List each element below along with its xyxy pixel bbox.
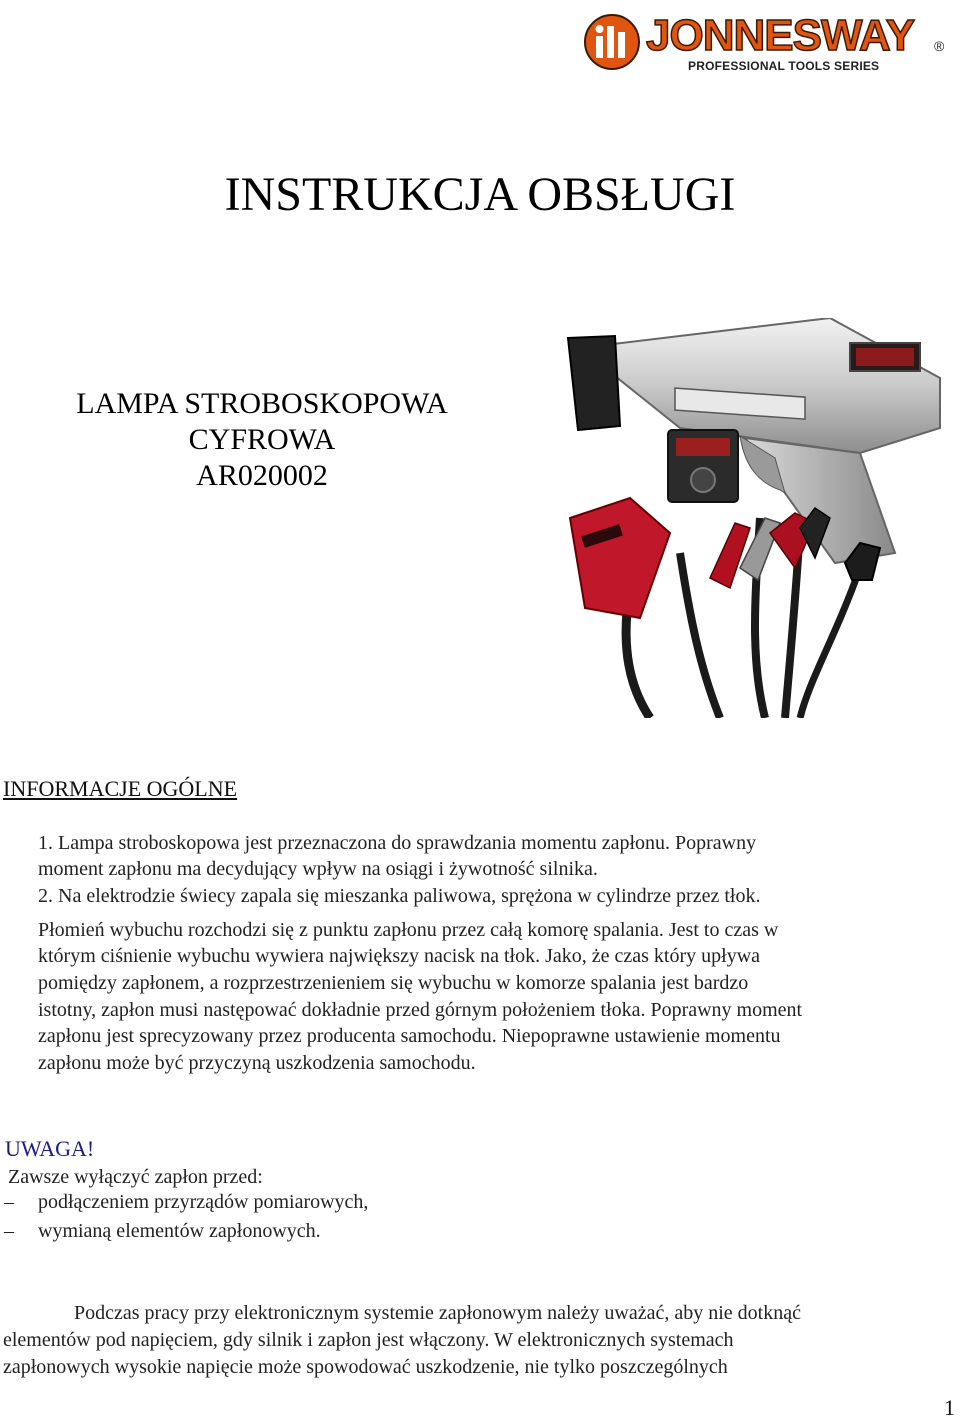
warning-intro: Zawsze wyłączyć zapłon przed: bbox=[8, 1166, 263, 1188]
warning-dash: – bbox=[4, 1220, 14, 1242]
brand-tagline: PROFESSIONAL TOOLS SERIES bbox=[688, 59, 880, 73]
subtitle-line: CYFROWA bbox=[188, 423, 336, 456]
warning-item: wymianą elementów zapłonowych. bbox=[38, 1220, 321, 1242]
document-title: INSTRUKCJA OBSŁUGI bbox=[224, 168, 736, 221]
section-heading: INFORMACJE OGÓLNE bbox=[3, 776, 238, 801]
brand-emblem-icon bbox=[582, 12, 642, 74]
registered-mark: ® bbox=[934, 38, 945, 54]
paragraph-line: pomiędzy zapłonem, a rozprzestrzenieniem się wybuchu w komorze spalania jest bardzo bbox=[38, 972, 749, 994]
subtitle-line: LAMPA STROBOSKOPOWA bbox=[76, 387, 448, 420]
paragraph-line: moment zapłonu ma decydujący wpływ na osiągi i żywotność silnika. bbox=[38, 858, 598, 880]
paragraph-line: zapłonu może być przyczyną uszkodzenia samochodu. bbox=[38, 1052, 476, 1074]
product-subtitle bbox=[52, 386, 472, 494]
paragraph-line: 2. Na elektrodzie świecy zapala się mieszanka paliwowa, sprężona w cylindrze przez tłok. bbox=[38, 885, 761, 907]
closing-line: elementów pod napięciem, gdy silnik i zapłon jest włączony. W elektronicznych systemach bbox=[3, 1329, 734, 1351]
product-image bbox=[560, 318, 955, 718]
page-number: 1 bbox=[944, 1395, 955, 1420]
closing-line: Podczas pracy przy elektronicznym systemie zapłonowym należy uważać, aby nie dotknąć bbox=[74, 1302, 801, 1324]
warning-item: podłączeniem przyrządów pomiarowych, bbox=[38, 1191, 369, 1213]
paragraph-line: którym ciśnienie wybuchu wywiera największy nacisk na tłok. Jako, że czas który upływa bbox=[38, 945, 761, 967]
timing-light-illustration bbox=[560, 318, 955, 718]
subtitle-line: AR020002 bbox=[196, 459, 328, 492]
paragraph-line: 1. Lampa stroboskopowa jest przeznaczona do sprawdzania momentu zapłonu. Poprawny bbox=[38, 832, 757, 854]
brand-name: JONNESWAY bbox=[646, 11, 915, 60]
brand-logo bbox=[582, 10, 954, 76]
closing-line: zapłonowych wysokie napięcie może spowodować uszkodzenie, nie tylko poszczególnych bbox=[3, 1356, 728, 1378]
paragraph-line: Płomień wybuchu rozchodzi się z punktu zapłonu przez całą komorę spalania. Jest to czas w bbox=[38, 919, 779, 941]
warning-dash: – bbox=[4, 1191, 14, 1213]
paragraph-line: zapłonu jest sprecyzowany przez producenta samochodu. Niepoprawne ustawienie momentu bbox=[38, 1025, 781, 1047]
paragraph-line: istotny, zapłon musi następować dokładnie przed górnym położeniem tłoka. Poprawny moment bbox=[38, 999, 803, 1021]
warning-label: UWAGA! bbox=[5, 1136, 95, 1161]
